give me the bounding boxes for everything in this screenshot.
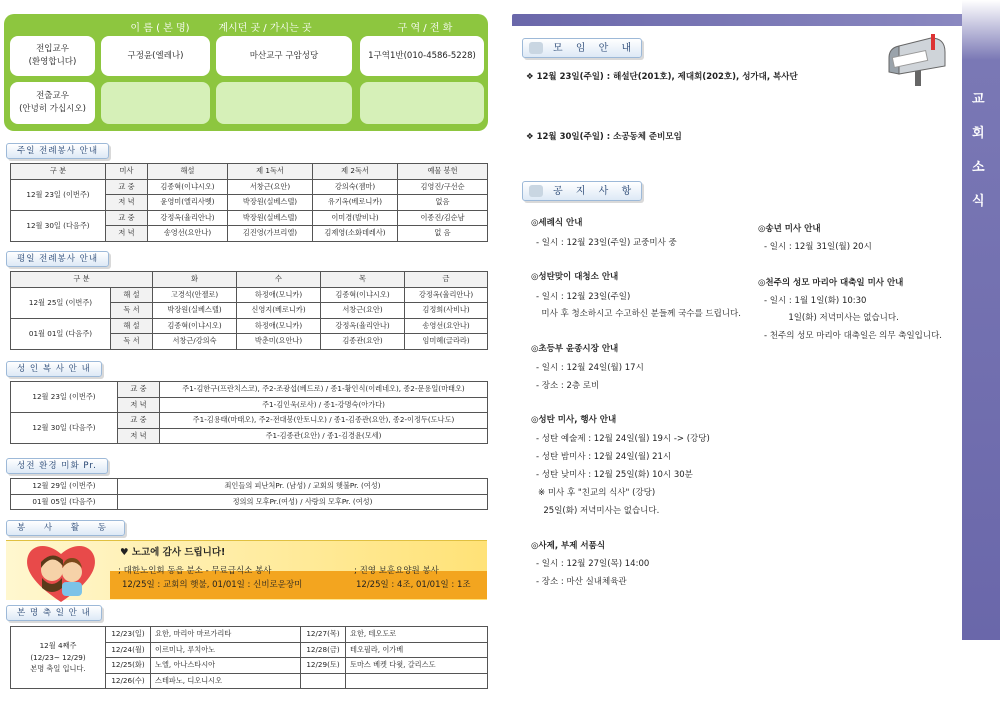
cell: 노엘, 아나스타시아 bbox=[151, 658, 301, 674]
cell: 박장원(실베스텔) bbox=[153, 303, 237, 319]
date-cell bbox=[301, 673, 346, 689]
notice-line: - 장소 : 2층 로비 bbox=[536, 381, 600, 391]
right-header-bar bbox=[512, 14, 962, 26]
date-cell: 12월 23일 (이번주) bbox=[11, 382, 118, 413]
side-label-char: 소 bbox=[972, 160, 985, 175]
mass-cell: 저 녁 bbox=[106, 226, 148, 242]
mass-cell: 저 녁 bbox=[118, 397, 160, 413]
mass-cell: 교 중 bbox=[106, 210, 148, 226]
cell: 김진영(가브리엘) bbox=[228, 226, 313, 242]
notice-line: - 일시 : 12월 23일(주일) bbox=[536, 292, 631, 302]
meeting-item-2: ❖ 12월 30일(주일) : 소공동체 준비모임 bbox=[526, 132, 682, 142]
cleaning-title: 성전 환경 미화 Pr. bbox=[6, 458, 108, 474]
notice-line: - 성탄 예술제 : 12월 24일(월) 19시 -> (강당) bbox=[536, 434, 710, 444]
cell: 하정애(모니카) bbox=[237, 287, 321, 303]
cell: 박장원(실베스텔) bbox=[228, 210, 313, 226]
table-row bbox=[11, 179, 488, 195]
notice-line: - 일시 : 12월 27일(목) 14:00 bbox=[536, 559, 650, 569]
mass-cell: 교 중 bbox=[118, 413, 160, 429]
person-icon bbox=[529, 42, 543, 54]
col-district-header: 구 역 / 전 화 bbox=[397, 23, 453, 34]
sunday-mass-title: 주일 전례봉사 안내 bbox=[6, 143, 109, 159]
volunteer-title: 봉 사 활 동 bbox=[6, 520, 125, 536]
cell: 강정옥(율리안나) bbox=[148, 210, 228, 226]
volunteer-thanks: ♥ 노고에 감사 드립니다! bbox=[120, 547, 226, 558]
cell: 신영지(베로니카) bbox=[237, 303, 321, 319]
date-cell: 12/28(금) bbox=[301, 642, 346, 658]
date-cell: 12/29(토) bbox=[301, 658, 346, 674]
transfer-in-name: 구정윤(엘레나) bbox=[101, 36, 210, 76]
cleaning-table bbox=[10, 478, 488, 510]
volunteer-activity-2: ; 진영 보훈요양원 봉사 bbox=[354, 566, 439, 576]
mailbox-icon bbox=[885, 32, 953, 88]
date-cell: 12월 29일 (이번주) bbox=[11, 479, 118, 495]
th: 예물 봉헌 bbox=[398, 164, 488, 180]
notice-head: ◎천주의 성모 마리아 대축일 미사 안내 bbox=[758, 278, 904, 288]
notice-line: 미사 후 청소하시고 수고하신 분들께 국수를 드립니다. bbox=[536, 309, 741, 319]
cell: 스테파노, 디오니시오 bbox=[151, 673, 301, 689]
week-label: 12월 4째주 (12/23~ 12/29) 본명 축일 입니다. bbox=[11, 627, 106, 689]
th: 수 bbox=[237, 272, 321, 288]
th: 금 bbox=[405, 272, 488, 288]
th: 구 분 bbox=[11, 272, 153, 288]
cell: 이미경(발비나) bbox=[313, 210, 398, 226]
notice-head: ◎세례식 안내 bbox=[531, 218, 583, 228]
th: 구 분 bbox=[11, 164, 106, 180]
cell: 임미혜(글라라) bbox=[405, 334, 488, 350]
cell: 김종혁(이냐시오) bbox=[148, 179, 228, 195]
cell: 김종혁(이냐시오) bbox=[321, 287, 405, 303]
notice-head: ◎성탄맞이 대청소 안내 bbox=[531, 272, 619, 282]
cell: 주1-김종관(요안) / 종1-김경윤(모세) bbox=[160, 428, 488, 444]
cell: 강의숙(젬마) bbox=[313, 179, 398, 195]
notice-title-text: 공 지 사 항 bbox=[553, 186, 637, 197]
cell: 박장원(실베스텔) bbox=[228, 195, 313, 211]
sunday-mass-table bbox=[10, 163, 488, 242]
cell: 유기옥(베로니카) bbox=[313, 195, 398, 211]
cell: 송영선(요안나) bbox=[405, 318, 488, 334]
feast-table bbox=[10, 626, 488, 689]
cell: 김영진/구선순 bbox=[398, 179, 488, 195]
table-row bbox=[11, 210, 488, 226]
th: 목 bbox=[321, 272, 405, 288]
cell: 이르미나, 루치아노 bbox=[151, 642, 301, 658]
side-label-char: 교 bbox=[972, 92, 985, 107]
th: 화 bbox=[153, 272, 237, 288]
altar-service-table bbox=[10, 381, 488, 444]
weekday-mass-title: 평일 전례봉사 안내 bbox=[6, 251, 109, 267]
date-cell: 12/27(목) bbox=[301, 627, 346, 643]
notice-line: - 성탄 밤미사 : 12월 24일(월) 21시 bbox=[536, 452, 672, 462]
date-cell: 12/25(화) bbox=[106, 658, 151, 674]
notice-line: - 일시 : 12월 31일(월) 20시 bbox=[764, 242, 872, 252]
cell: 김종혁(이냐시오) bbox=[153, 318, 237, 334]
table-row bbox=[11, 479, 488, 495]
date-cell: 12/26(수) bbox=[106, 673, 151, 689]
cell: 요한, 테오도로 bbox=[346, 627, 488, 643]
cell: 없 음 bbox=[398, 226, 488, 242]
volunteer-detail-1: 12/25일 : 교회의 햇불, 01/01일 : 신비로운장미 bbox=[122, 580, 303, 590]
notice-line: - 일시 : 12월 24일(월) 17시 bbox=[536, 363, 644, 373]
transfer-out-label: 전출교우 (안녕히 가십시오) bbox=[10, 82, 95, 124]
cell: 하정애(모니카) bbox=[237, 318, 321, 334]
cell: 없음 bbox=[398, 195, 488, 211]
cell: 요한, 마리아 마르가리타 bbox=[151, 627, 301, 643]
th: 제 2독서 bbox=[313, 164, 398, 180]
col-place-header: 계시던 곳 / 가시는 곳 bbox=[218, 23, 312, 34]
meeting-item-1: ❖ 12월 23일(주일) : 해설단(201호), 제대회(202호), 성가대, 복사단 bbox=[526, 72, 798, 82]
notice-head: ◎성탄 미사, 행사 안내 bbox=[531, 415, 617, 425]
role-cell: 독 서 bbox=[111, 334, 153, 350]
th: 미사 bbox=[106, 164, 148, 180]
notice-head: ◎초등부 윤종시장 안내 bbox=[531, 344, 619, 354]
cell: 정의의 모후Pr.(여성) / 사랑의 모후Pr. (여성) bbox=[118, 494, 488, 510]
transfer-in-place: 마산교구 구암성당 bbox=[216, 36, 352, 76]
cell: 토마스 베켓 다윗, 갈리스도 bbox=[346, 658, 488, 674]
cell: 서창근(요안) bbox=[321, 303, 405, 319]
th: 제 1독서 bbox=[228, 164, 313, 180]
notice-line: ※ 미사 후 "친교의 식사" (강당) bbox=[538, 488, 656, 498]
cell: 박춘미(요안나) bbox=[237, 334, 321, 350]
notice-head: ◎사제, 부제 서품식 bbox=[531, 541, 606, 551]
cell: 강정옥(율리안나) bbox=[405, 287, 488, 303]
col-name-header: 이 름 ( 본 명) bbox=[130, 23, 190, 34]
mass-cell: 저 녁 bbox=[106, 195, 148, 211]
volunteer-detail-2: 12/25일 : 4조, 01/01일 : 1조 bbox=[356, 580, 471, 590]
role-cell: 해 설 bbox=[111, 318, 153, 334]
cell: 강정옥(율리안나) bbox=[321, 318, 405, 334]
th: 해설 bbox=[148, 164, 228, 180]
mass-cell: 교 중 bbox=[118, 382, 160, 398]
volunteer-activity-1: ; 대한노인회 동읍 분소 - 무료급식소 봉사 bbox=[118, 566, 272, 576]
notice-line: - 일시 : 1월 1일(화) 10:30 bbox=[764, 296, 867, 306]
table-row bbox=[11, 287, 488, 303]
feast-title: 본 명 축 일 안 내 bbox=[6, 605, 102, 621]
cell: 죄인들의 피난처Pr. (남성) / 교회의 햇불Pr. (여성) bbox=[118, 479, 488, 495]
cell: 김정희(사비나) bbox=[405, 303, 488, 319]
cell bbox=[346, 673, 488, 689]
date-cell: 01월 05일 (다음주) bbox=[11, 494, 118, 510]
cell: 이종진/김순남 bbox=[398, 210, 488, 226]
cell: 윤영미(엘리사벳) bbox=[148, 195, 228, 211]
cell: 서창근/강의숙 bbox=[153, 334, 237, 350]
date-cell: 12월 23일 (이번주) bbox=[11, 179, 106, 210]
date-cell: 12월 30일 (다음주) bbox=[11, 413, 118, 444]
meeting-title-text: 모 임 안 내 bbox=[553, 43, 637, 54]
meeting-title bbox=[522, 38, 642, 58]
table-row bbox=[11, 382, 488, 398]
transfer-in-label: 전입교우 (환영합니다) bbox=[10, 36, 95, 76]
cell: 주1-김용태(마태오), 주2-전대봉(안토니오) / 종1-김종관(요안), 종2-이정두(도나도) bbox=[160, 413, 488, 429]
cell: 서창근(요안) bbox=[228, 179, 313, 195]
role-cell: 해 설 bbox=[111, 287, 153, 303]
altar-service-title: 성 인 복 사 안 내 bbox=[6, 361, 102, 377]
date-cell: 12/24(월) bbox=[106, 642, 151, 658]
mass-cell: 교 중 bbox=[106, 179, 148, 195]
side-label-char: 회 bbox=[972, 126, 985, 141]
mass-cell: 저 녁 bbox=[118, 428, 160, 444]
cell: 테오필라, 이가베 bbox=[346, 642, 488, 658]
table-row bbox=[11, 627, 488, 643]
cell: 고경석(안젤로) bbox=[153, 287, 237, 303]
notice-line: - 장소 : 마산 실내체육관 bbox=[536, 577, 627, 587]
table-row bbox=[11, 413, 488, 429]
table-row bbox=[11, 318, 488, 334]
date-cell: 01월 01일 (다음주) bbox=[11, 318, 111, 349]
notice-line: - 천주의 성모 마리아 대축일은 의무 축일입니다. bbox=[764, 331, 942, 341]
weekday-mass-table bbox=[10, 271, 488, 350]
notice-line: - 성탄 낮미사 : 12월 25일(화) 10시 30분 bbox=[536, 470, 693, 480]
side-label-char: 식 bbox=[972, 194, 985, 209]
table-row bbox=[11, 494, 488, 510]
role-cell: 독 서 bbox=[111, 303, 153, 319]
transfer-in-district: 1구역1반(010-4586-5228) bbox=[360, 36, 484, 76]
date-cell: 12월 30일 (다음주) bbox=[11, 210, 106, 241]
transfer-out-district bbox=[360, 82, 484, 124]
notice-head: ◎송년 미사 안내 bbox=[758, 224, 821, 234]
notice-title bbox=[522, 181, 642, 201]
transfer-out-place bbox=[216, 82, 352, 124]
notice-line: - 일시 : 12월 23일(주일) 교중미사 중 bbox=[536, 238, 677, 248]
person-icon bbox=[529, 185, 543, 197]
cell: 주1-김인욱(로사) / 종1-강명숙(아가다) bbox=[160, 397, 488, 413]
date-cell: 12월 25일 (이번주) bbox=[11, 287, 111, 318]
notice-line: 1일(화) 저녁미사는 없습니다. bbox=[764, 313, 899, 323]
date-cell: 12/23(일) bbox=[106, 627, 151, 643]
cell: 김종관(요안) bbox=[321, 334, 405, 350]
cell: 송영선(요안나) bbox=[148, 226, 228, 242]
notice-line: 25일(화) 저녁미사는 없습니다. bbox=[538, 506, 660, 516]
cell: 주1-김한구(프란치스코), 주2-조광섭(베드로) / 종1-황인식(이레네오), 종2-문용일(마태오) bbox=[160, 382, 488, 398]
transfer-out-name bbox=[101, 82, 210, 124]
cell: 김제영(소화데레사) bbox=[313, 226, 398, 242]
volunteer-illustration bbox=[22, 538, 100, 604]
